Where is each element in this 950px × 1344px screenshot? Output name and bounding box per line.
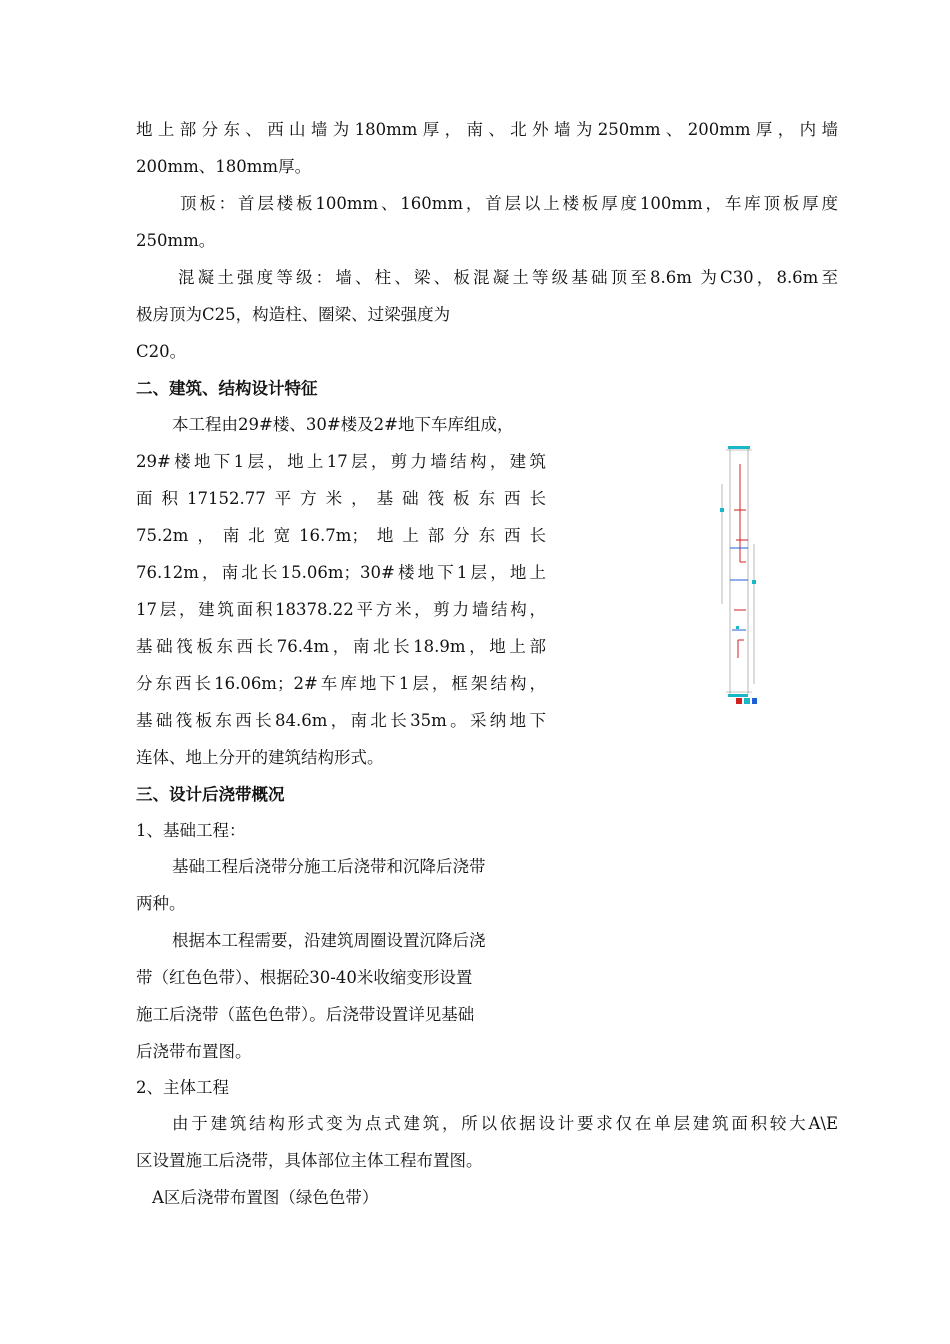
section2-line-4: 75.2m，南北宽16.7m；地上部分东西长 bbox=[136, 526, 546, 545]
section2-line-9: 基础筏板东西长84.6m，南北长35m。采纳地下 bbox=[136, 711, 546, 730]
section2-line-2: 29#楼地下1层，地上17层，剪力墙结构，建筑 bbox=[136, 452, 546, 471]
sub1-p2-line-1: 根据本工程需要，沿建筑周圈设置沉降后浇 bbox=[172, 931, 486, 950]
section2-line-7: 基础筏板东西长76.4m，南北长18.9m，地上部 bbox=[136, 637, 546, 656]
sub1-p2-line-3: 施工后浇带（蓝色色带）。后浇带设置详见基础 bbox=[136, 1005, 475, 1024]
section2-line-3: 面积17152.77平方米，基础筏板东西长 bbox=[136, 489, 546, 508]
walls-line-1: 地上部分东、西山墙为180mm厚，南、北外墙为250mm、200mm厚，内墙 bbox=[136, 120, 838, 139]
section2-line-1: 本工程由29#楼、30#楼及2#地下车库组成， bbox=[172, 415, 514, 434]
roof-line-1: 顶板：首层楼板100mm、160mm，首层以上楼板厚度100mm，车库顶板厚度 bbox=[180, 194, 838, 213]
legend-marks bbox=[736, 698, 757, 704]
concrete-line-2: 极房顶为C25，构造柱、圈梁、过梁强度为 bbox=[136, 305, 451, 324]
cyan-markers bbox=[720, 446, 756, 697]
sub1-p2-line-2: 带（红色色带）、根据砼30-40米收缩变形设置 bbox=[136, 968, 473, 987]
caption: A区后浇带布置图（绿色色带） bbox=[152, 1188, 379, 1207]
roof-line-2: 250mm。 bbox=[136, 231, 216, 250]
section3-title: 三、设计后浇带概况 bbox=[136, 785, 285, 804]
section2-title: 二、建筑、结构设计特征 bbox=[136, 379, 318, 398]
sub1-title: 1、基础工程： bbox=[136, 821, 246, 840]
walls-line-2: 200mm、180mm厚。 bbox=[136, 157, 312, 176]
section2-line-6: 17层，建筑面积18378.22平方米，剪力墙结构， bbox=[136, 600, 546, 619]
sub1-p2-line-4: 后浇带布置图。 bbox=[136, 1042, 252, 1061]
sub1-p1-line-1: 基础工程后浇带分施工后浇带和沉降后浇带 bbox=[172, 857, 486, 876]
sub2-p1-line-1: 由于建筑结构形式变为点式建筑，所以依据设计要求仅在单层建筑面积较大A\E bbox=[172, 1114, 838, 1133]
concrete-line-3: C20。 bbox=[136, 342, 187, 361]
blue-construction-strip bbox=[730, 548, 748, 630]
section2-line-5: 76.12m，南北长15.06m；30#楼地下1层，地上 bbox=[136, 563, 546, 582]
section2-line-10: 连体、地上分开的建筑结构形式。 bbox=[136, 748, 384, 767]
concrete-line-1: 混凝土强度等级：墙、柱、梁、板混凝土等级基础顶至8.6m 为C30，8.6m至 bbox=[178, 268, 838, 287]
section2-line-8: 分东西长16.06m；2#车库地下1层，框架结构， bbox=[136, 674, 546, 693]
sub2-p1-line-2: 区设置施工后浇带，具体部位主体工程布置图。 bbox=[136, 1151, 483, 1170]
sub2-title: 2、主体工程 bbox=[136, 1078, 229, 1097]
foundation-post-pour-strip-plan bbox=[718, 444, 770, 710]
sub1-p1-line-2: 两种。 bbox=[136, 894, 186, 913]
